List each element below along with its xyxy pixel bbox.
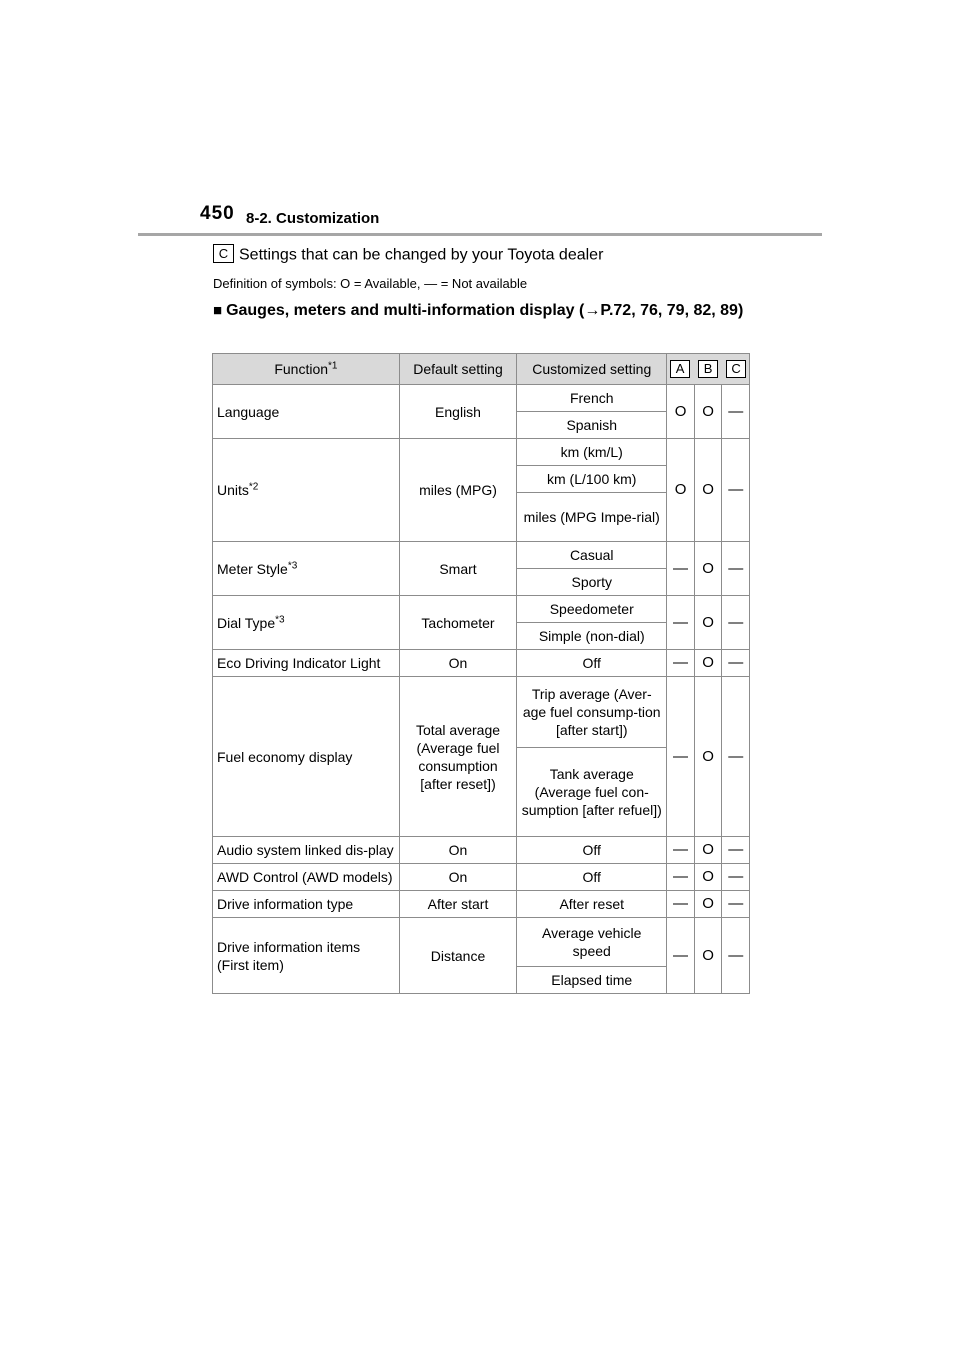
function-label: Language [217,403,280,420]
table-row [213,677,750,748]
cell-function [213,596,400,650]
cell-default: Total average (Average fuel consumption [after reset]) [399,677,516,837]
cell-function [213,864,400,891]
cell-availability-c: — [722,650,750,677]
function-label: AWD Control (AWD models) [217,869,393,885]
cell-function [213,677,400,837]
cell-availability-c: — [722,677,750,837]
cell-availability-a: — [667,891,695,918]
cell-availability-c: — [722,891,750,918]
column-c-label: C [726,360,746,378]
table-row [213,891,750,918]
header-default: Default setting [399,354,516,385]
cell-availability-a: — [667,596,695,650]
footnote-marker: *3 [287,559,298,571]
cell-availability-a: — [667,864,695,891]
cell-availability-b: O [694,650,722,677]
cell-customized: French [517,385,667,412]
cell-availability-b: O [694,677,722,837]
cell-availability-a: — [667,542,695,596]
table-row [213,918,750,967]
cell-function [213,837,400,864]
cell-function [213,385,400,439]
cell-availability-a: — [667,677,695,837]
function-label: Dial Type [217,614,276,631]
column-a-label: A [670,360,690,378]
header-customized: Customized setting [517,354,667,385]
cell-default: After start [399,891,516,918]
cell-customized: Average vehicle speed [517,918,667,967]
function-label: Drive information type [217,896,354,912]
cell-customized: km (km/L) [517,439,667,466]
cell-availability-a: — [667,837,695,864]
square-bullet-icon: ■ [213,302,223,319]
section-title: 8-2. Customization [246,210,380,227]
footnote-marker: *2 [248,481,259,493]
header-columns-abc [667,354,750,385]
heading-ref: P.72, 76, 79, 82, 89) [600,302,744,319]
cell-availability-b: O [694,864,722,891]
table-row [213,864,750,891]
settings-intro [213,246,603,265]
settings-text: Settings that can be changed by your Toyota dealer [239,246,604,264]
table-row [213,385,750,412]
table-row [213,596,750,623]
cell-availability-c: — [722,918,750,994]
function-label: Drive information items (First item) [217,938,361,973]
cell-customized: Sporty [517,569,667,596]
cell-customized: Speedometer [517,596,667,623]
cell-default: On [399,864,516,891]
cell-availability-c: — [722,385,750,439]
cell-function [213,542,400,596]
cell-function [213,891,400,918]
cell-function [213,439,400,542]
cell-customized: Off [517,650,667,677]
cell-default: On [399,650,516,677]
function-label: Units [217,482,249,498]
function-label: Eco Driving Indicator Light [217,655,381,671]
cell-availability-c: — [722,542,750,596]
cell-availability-c: — [722,596,750,650]
cell-customized: km (L/100 km) [517,466,667,493]
cell-default: miles (MPG) [399,439,516,542]
function-label: Meter Style [217,560,288,577]
cell-availability-c: — [722,837,750,864]
header-rule [138,233,822,236]
cell-availability-a: O [667,439,695,542]
cell-customized: Tank average (Average fuel con-sumption [after refuel]) [517,748,667,837]
table-row [213,837,750,864]
cell-availability-b: O [694,891,722,918]
cell-customized: Off [517,864,667,891]
cell-customized: Spanish [517,412,667,439]
cell-availability-b: O [694,596,722,650]
cell-default: Smart [399,542,516,596]
cell-availability-a: O [667,385,695,439]
cell-availability-b: O [694,542,722,596]
cell-customized: After reset [517,891,667,918]
cell-availability-c: — [722,439,750,542]
arrow-icon: → [584,302,601,319]
cell-default: Distance [399,918,516,994]
cell-customized: Simple (non-dial) [517,623,667,650]
table-header-row [213,354,750,385]
table-body [213,385,750,994]
heading-text: Gauges, meters and multi-information display ( [226,302,585,319]
cell-function [213,650,400,677]
function-label: Fuel economy display [217,748,353,765]
cell-availability-b: O [694,837,722,864]
cell-customized: miles (MPG Impe-rial) [517,493,667,542]
table-row [213,650,750,677]
table-row [213,542,750,569]
cell-default: Tachometer [399,596,516,650]
header-function: Function$^{*1}$ [213,354,400,385]
customization-table [212,353,750,994]
page-number: 450 [200,203,235,224]
cell-availability-b: O [694,439,722,542]
table-row [213,439,750,466]
cell-customized: Casual [517,542,667,569]
column-b-label: B [698,360,718,378]
cell-customized: Off [517,837,667,864]
symbol-definition: Definition of symbols: O = Available, — = Not available [213,276,528,291]
cell-availability-b: O [694,385,722,439]
cell-default: On [399,837,516,864]
cell-customized: Elapsed time [517,967,667,994]
footnote-marker: *3 [275,613,285,625]
cell-customized: Trip average (Aver-age fuel consump-tion [after start]) [517,677,667,748]
cell-availability-b: O [694,918,722,994]
cell-availability-a: — [667,650,695,677]
letter-c-box: C [213,244,234,263]
cell-availability-a: — [667,918,695,994]
section-heading [213,300,773,322]
cell-function [213,918,400,994]
cell-availability-c: — [722,864,750,891]
cell-default: English [399,385,516,439]
function-label: Audio system linked dis-play [217,842,394,858]
